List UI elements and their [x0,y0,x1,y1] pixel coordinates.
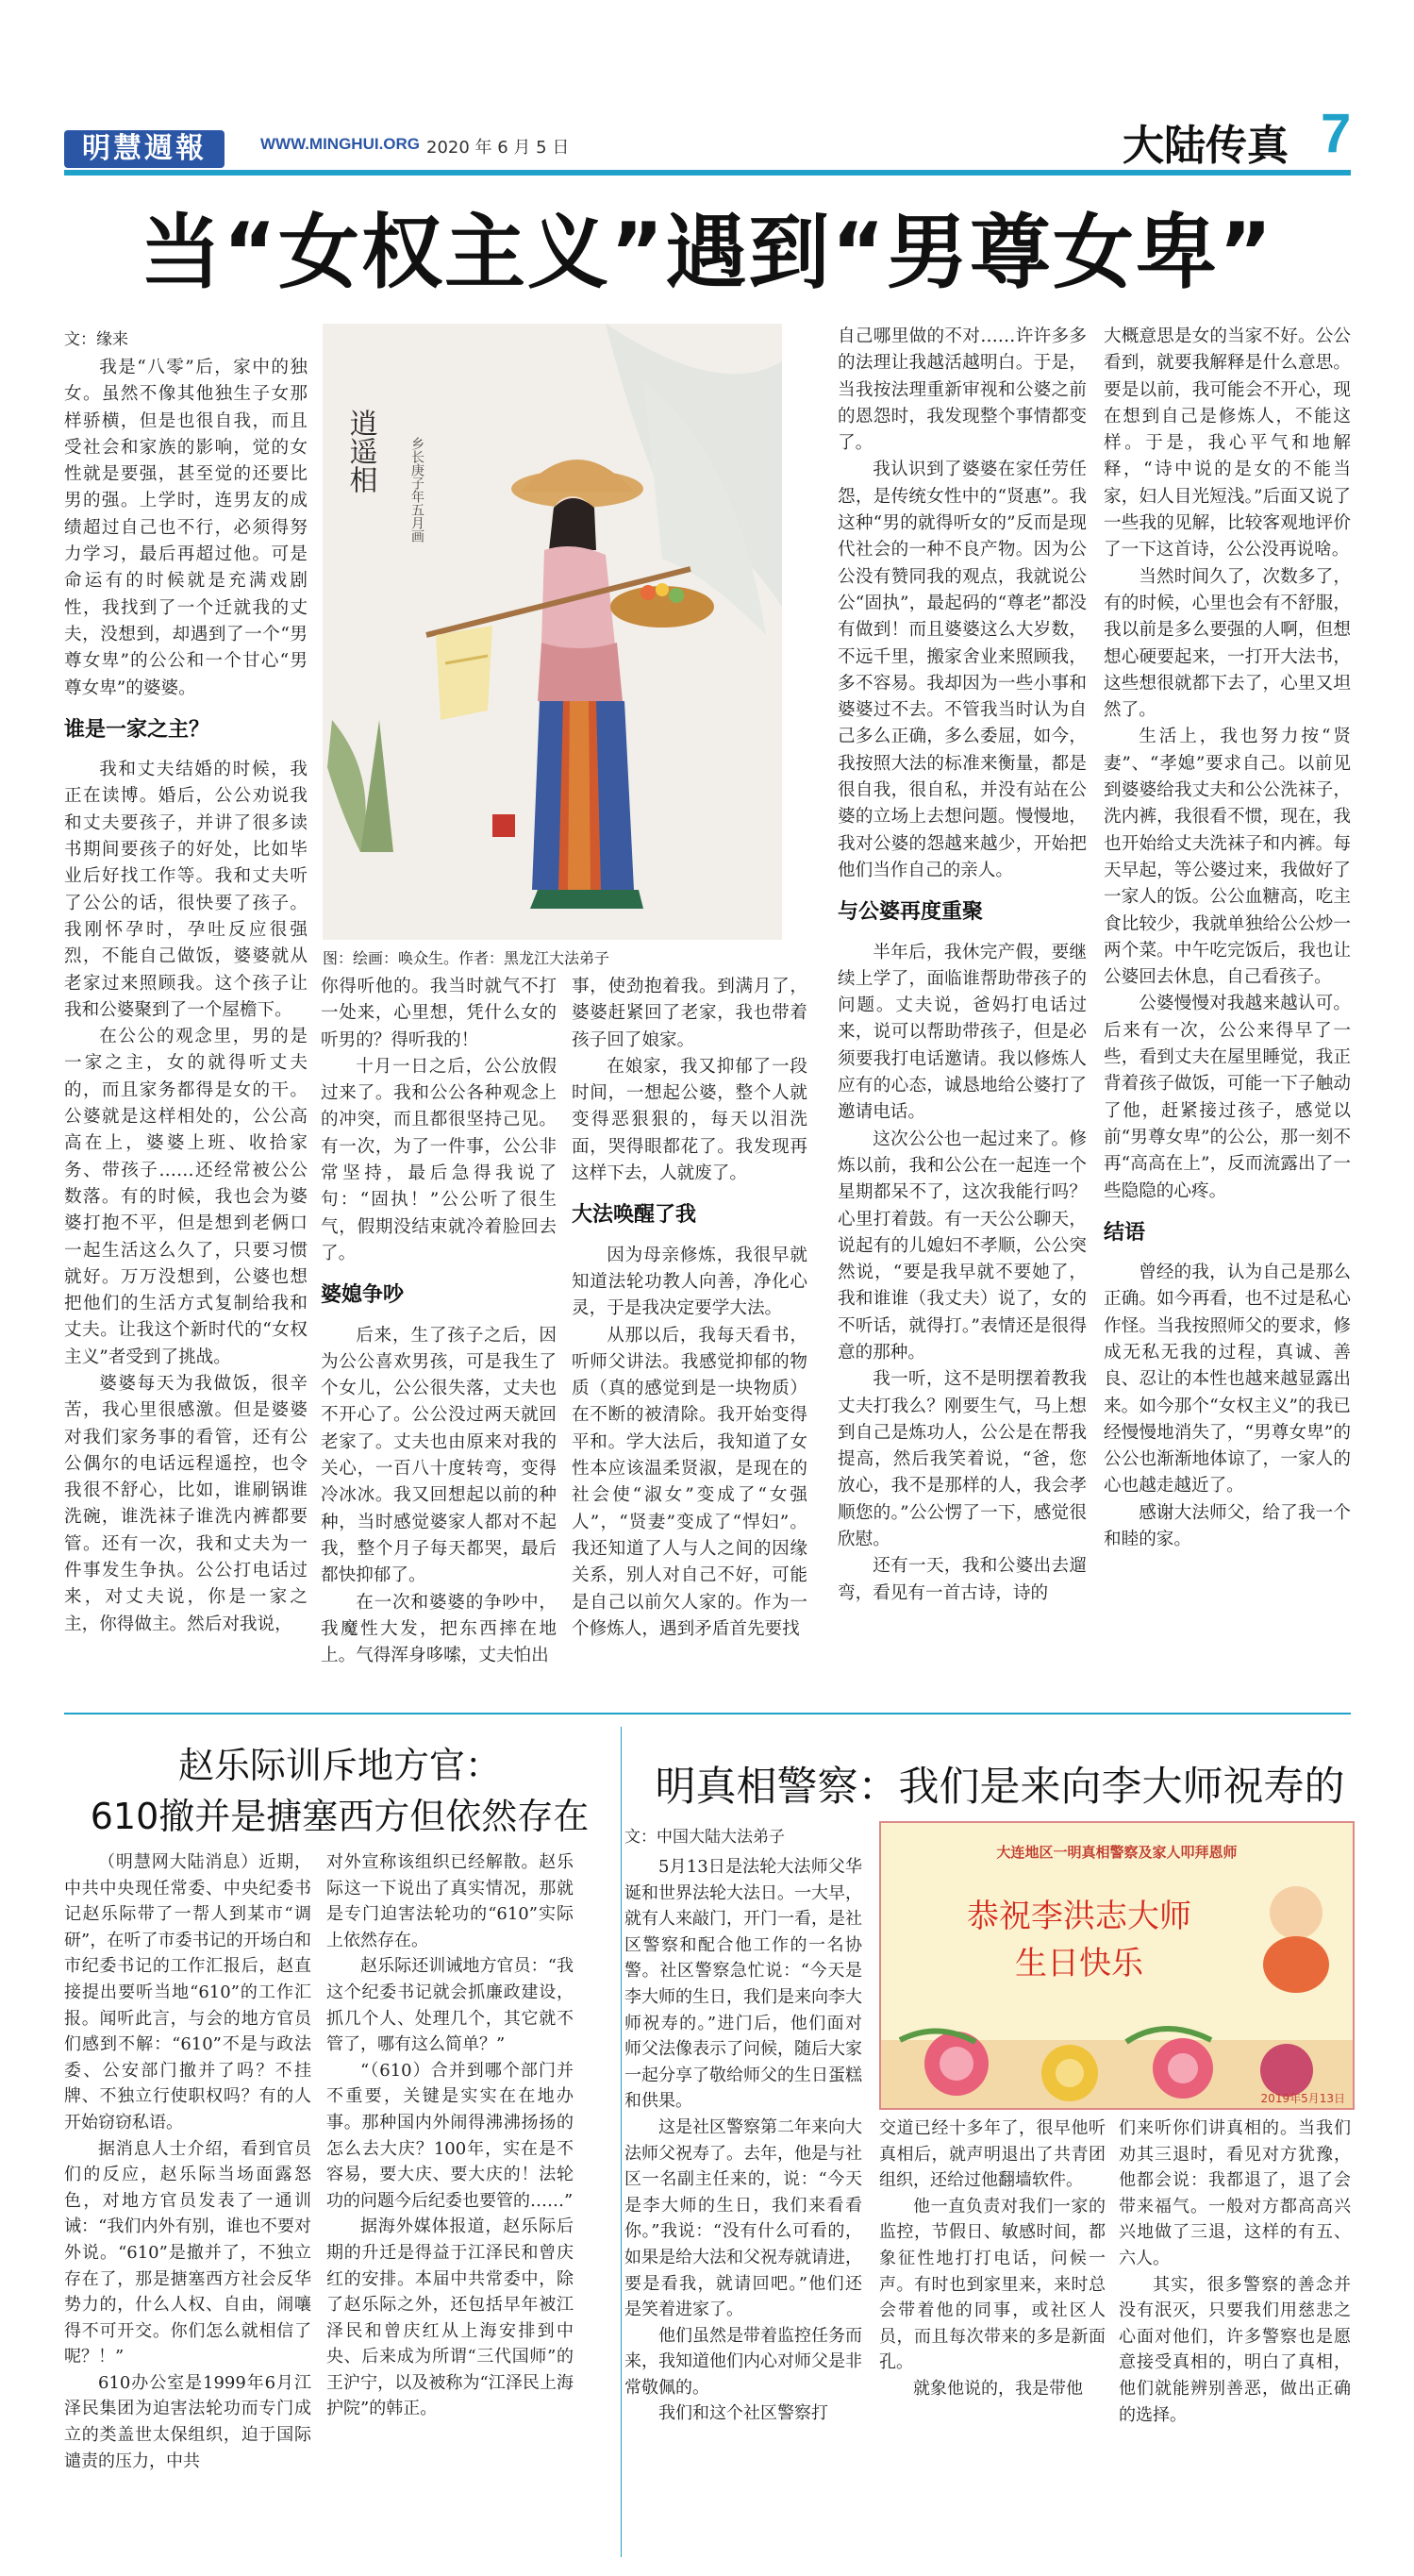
paragraph: 据消息人士介绍，看到官员们的反应，赵乐际当场面露怒色，对地方官员发表了一通训诫：“我们内外有别，谁也不要对外说。“610”是撤并了，不独立存在了，那是搪塞西方社会反华势力的，什么人权、自由，闹嚷得不可开交。你们怎么就相信了呢？！” [64,2138,311,2367]
paragraph: 据海外媒体报道，赵乐际后期的升迁是得益于江泽民和曾庆红的安排。本届中共常委中，除了赵乐际之外，还包括早年被江泽民和曾庆红从上海安排到中央、后来成为所谓“三代国师”的王沪宁，以及被称为“江泽民上海护院”的韩正。 [326,2216,574,2419]
paragraph: 我是“八零”后，家中的独女。虽然不像其他独生子女那样骄横，但是也很自我，而且受社会和家族的影响，觉的女性就是要强，甚至觉的还要比男的强。上学时，连男友的成绩超过自己也不行，必须得努力学习，最后再超过他。可是命运有的时候就是充满戏剧性，我找到了一个迁就我的丈夫，没想到，却遇到了一个“男尊女卑”的公公和一个甘心“男尊女卑”的婆婆。 [64,358,308,698]
subheading: 大法唤醒了我 [572,1203,697,1228]
paragraph: 我认识到了婆婆在家任劳任怨，是传统女性中的“贤惠”。我这种“男的就得听女的”反而是现代社会的一种不良产物。因为公公没有赞同我的观点，我就说公公“固执”，最起码的“尊老”都没有做到！而且婆婆这么大岁数，不远千里，搬家舍业来照顾我，多不容易。我却因为一些小事和婆婆过不去。不管我当时认为自己多么正确，多么委屈，如今，我按照大法的标准来衡量，都是很自我，很自私，并没有站在公婆的立场上去想问题。慢慢地，我对公婆的怨越来越少，开始把他们当作自己的亲人。 [838,460,1087,880]
paragraph: 在公公的观念里，男的是一家之主，女的就得听丈夫的，而且家务都得是女的干。公婆就是这样相处的，公公高高在上，婆婆上班、收拾家务、带孩子……还经常被公公数落。有的时候，我也会为婆婆打抱不平，但是想到老俩口一起生活这么久了，只要习惯就好。万万没想到，公婆也想把他们的生活方式复制给我和丈夫。让我这个新时代的“女权主义”者受到了挑战。 [64,1027,308,1367]
paragraph: （明慧网大陆消息）近期，中共中央现任常委、中央纪委书记赵乐际带了一帮人到某市“调研”，在听了市委书记的开场白和市纪委书记的工作汇报后，赵直接提出要听当地“610”的工作汇报。闻听此言，与会的地方官员们感到不解：“610”不是与政法委、公安部门撤并了吗？不挂牌、不独立行使职权吗？有的人开始窃窃私语。 [64,1852,311,2133]
birthday-poster [879,1821,1355,2110]
paragraph: 5月13日是法轮大法师父华诞和世界法轮大法日。一大早，就有人来敲门，开门一看，是社区警察和配合他工作的一名协警。社区警察急忙说：“今天是李大师的生日，我们是来向李大师祝寿的。”进门后，他们面对师父法像表示了问候，随后大家一起分享了敬给师父的生日蛋糕和供果。 [624,1857,862,2112]
paragraph: 对外宣称该组织已经解散。赵乐际这一下说出了真实情况，那就是专门迫害法轮功的“610”实际上依然存在。 [326,1852,574,1950]
poster-line2: 生日快乐 [1015,1945,1143,1982]
article3-column-1 [624,1854,862,2427]
article2-column-1 [64,1849,311,2474]
newspaper-logo: 明慧週報 [64,130,225,168]
main-article-title: 当“女权主义”遇到“男尊女卑” [140,206,1274,300]
paragraph: 大概意思是女的当家不好。公公看到，就要我解释是什么意思。要是以前，我可能会不开心，现在想到自己是修炼人，不能这样。于是，我心平气和地解释，“诗中说的是女的不能当家，妇人目光短浅。”后面又说了一些我的见解，比较客观地评价了一下这首诗，公公没再说啥。 [1104,326,1351,560]
subheading: 与公婆再度重聚 [838,900,984,925]
article3-title: 明真相警察：我们是来向李大师祝寿的 [655,1764,1345,1811]
paragraph: 我们和这个社区警察打 [658,2403,828,2424]
paragraph: 婆婆每天为我做饭，很辛苦，我心里很感激。但是婆婆对我们家务事的看管，还有公公偶尔的电话远程遥控，也令我很不舒心，比如，谁刷锅谁洗碗，谁洗袜子谁洗内裤都要管。还有一次，我和丈夫为一件事发生争执。公公打电话过来，对丈夫说，你是一家之主，你得做主。然后对我说， [64,1373,308,1634]
paragraph: 交道已经十多年了，很早他听真相后，就声明退出了共青团组织，还给过他翻墙软件。 [879,2118,1106,2191]
paragraph: 这次公公也一起过来了。修炼以前，我和公公在一起连一个星期都呆不了，这次我能行吗？心里打着鼓。有一天公公聊天，说起有的儿媳妇不孝顺，公公突然说，“要是我早就不要她了，我和谁谁（我丈夫）说了，女的不听话，就得打。”表情还是很得意的那种。 [838,1129,1087,1363]
paragraph: 们来听你们讲真相的。当我们劝其三退时，看见对方犹豫，他都会说：我都退了，退了会带来福气。一般对方都高高兴兴地做了三退，这样的有五、六人。 [1119,2118,1351,2268]
main-column-1 [64,355,308,1638]
main-byline: 文：缘来 [64,330,128,349]
paragraph: 我和丈夫结婚的时候，我正在读博。婚后，公公劝说我和丈夫要孩子，并讲了很多读书期间要孩子的好处，比如毕业后好找工作等。我和丈夫听了公公的话，很快要了孩子。我刚怀孕时，孕吐反应很强烈，不能自己做饭，婆婆就从老家过来照顾我。这个孩子让我和公婆聚到了一个屋檐下。 [64,760,308,1020]
paragraph: 自己哪里做的不对……许许多多的法理让我越活越明白。于是，当我按法理重新审视和公婆之前的恩怨时，我发现整个事情都变了。 [838,326,1087,454]
column-divider [621,1727,622,2557]
poster-line1: 恭祝李洪志大师 [967,1898,1191,1935]
section-title: 大陆传真 [1123,122,1289,170]
main-column-5 [1104,324,1351,1553]
subheading: 结语 [1104,1220,1146,1245]
section-divider [64,1713,1351,1715]
paragraph: 就象他说的，我是带他 [913,2378,1083,2399]
paragraph: 赵乐际还训诫地方官员：“我这个纪委书记就会抓廉政建设，抓几个人、处理几个，其它就不管了，哪有这么简单？” [326,1956,574,2055]
paragraph: 从那以后，我每天看书，听师父讲法。我感觉抑郁的物质（真的感觉到是一块物质）在不断的被清除。我开始变得平和。学大法后，我知道了女性本应该温柔贤淑，是现在的社会使“淑女”变成了“女强人”，“贤妻”变成了“悍妇”。我还知道了人与人之间的因缘关系，别人对自己不好，可能是自己以前欠人家的。作为一个修炼人，遇到矛盾首先要找 [572,1325,807,1639]
paragraph: 后来，生了孩子之后，因为公公喜欢男孩，可是我生了个女儿，公公很失落，丈夫也不开心了。公公没过两天就回老家了。丈夫也由原来对我的关心，一百八十度转弯，变得冷冰冰。我又回想起以前的种种，当时感觉婆家人都对不起我，整个月子每天都哭，最后都快抑郁了。 [321,1325,557,1586]
paragraph: 在娘家，我又抑郁了一段时间，一想起公婆，整个人就变得恶狠狠的，每天以泪洗面，哭得眼都花了。我发现再这样下去，人就废了。 [572,1056,807,1184]
paragraph: 生活上，我也努力按“贤妻”、“孝媳”要求自己。以前见到婆婆给我丈夫和公公洗袜子，洗内裤，我很看不惯，现在，我也开始给丈夫洗袜子和内裤。每天早起，等公婆过来，我做好了一家人的饭。公公血糖高，吃主食比较少，我就单独给公公炒一两个菜。中午吃完饭后，我也让公婆回去休息，自己看孩子。 [1104,727,1351,988]
paragraph: 你得听他的。我当时就气不打一处来，心里想，凭什么女的听男的？得听我的！ [321,977,557,1050]
article2-title-line1: 赵乐际训斥地方官： [177,1745,501,1786]
painting-caption: 图：绘画：唤众生。作者：黑龙江大法弟子 [323,949,610,967]
paragraph: 其实，很多警察的善念并没有泯灭，只要我们用慈悲之心面对他们，许多警察也是愿意接受真相的，明白了真相，他们就能辨别善恶，做出正确的选择。 [1119,2274,1351,2425]
main-column-3 [572,974,807,1643]
article3-byline: 文：中国大陆大法弟子 [624,1828,785,1847]
paragraph: 我一听，这不是明摆着教我丈夫打我么？刚要生气，马上想到自己是炼功人，公公是在帮我提高，然后我笑着说，“爸，您放心，我不是那样的人，我会孝顺您的。”公公愣了一下，感觉很欣慰。 [838,1369,1087,1550]
paragraph: 半年后，我休完产假，要继续上学了，面临谁帮助带孩子的问题。丈夫说，爸妈打电话过来，说可以帮助带孩子，但是必须要我打电话邀请。我以修炼人应有的心态，诚恳地给公婆打了邀请电话。 [838,942,1087,1123]
paragraph: 感谢大法师父，给了我一个和睦的家。 [1104,1502,1351,1550]
poster-svg [881,1823,1353,2108]
website-url[interactable]: WWW.MINGHUI.ORG [260,135,421,153]
header-rule [64,170,1351,176]
paragraph: 他一直负责对我们一家的监控，节假日、敏感时间，都象征性地打打电话，问候一声。有时也到家里来，来时总会带着他的同事，或社区人员，而且每次带来的多是新面孔。 [879,2196,1106,2373]
paragraph: 十月一日之后，公公放假过来了。我和公公各种观念上的冲突，而且都很坚持己见。有一次，为了一件事，公公非常坚持，最后急得我说了句：“固执！”公公听了很生气，假期没结束就冷着脸回去了。 [321,1056,557,1263]
main-column-2 [321,974,557,1669]
painting-svg [323,324,782,940]
subheading: 婆媳争吵 [321,1283,405,1308]
paragraph: 还有一天，我和公婆出去遛弯，看见有一首古诗，诗的 [838,1556,1087,1603]
main-column-4 [838,324,1087,1607]
article3-column-3 [1119,2116,1351,2428]
subheading: 谁是一家之主？ [64,717,210,742]
article2-title-line2: 610撤并是搪塞西方但依然存在 [90,1796,590,1837]
paragraph: 这是社区警察第二年来向大法师父祝寿了。去年，他是与社区一名副主任来的，说：“今天是李大师的生日，我们来看看你。”我说：“没有什么可看的，如果是给大法和父祝寿就请进，要是看我，就请回吧。”他们还是笑着进家了。 [624,2116,862,2320]
poster-date: 2019年5月13日 [1260,2092,1345,2105]
illustration-painting [323,324,782,940]
paragraph: 曾经的我，认为自己是那么正确。如今再看，也不过是私心作怪。当我按照师父的要求，修成无私无我的过程，真诚、善良、忍让的本性也越来越显露出来。如今那个“女权主义”的我已经慢慢地消失了，“男尊女卑”的公公也渐渐地体谅了，一家人的心也越走越近了。 [1104,1263,1351,1497]
paragraph: 事，使劲抱着我。到满月了，婆婆赶紧回了老家，我也带着孩子回了娘家。 [572,977,807,1050]
page-number: 7 [1321,103,1352,164]
paragraph: 他们虽然是带着监控任务而来，我知道他们内心对师父是非常敬佩的。 [624,2325,862,2398]
paragraph: “（610）合并到哪个部门并不重要，关键是实实在在地办事。那种国内外闹得沸沸扬扬的怎么去大庆？100年，实在是不容易，要大庆、要大庆的！法轮功的问题今后纪委也要管的……” [326,2060,574,2211]
paragraph: 在一次和婆婆的争吵中，我魔性大发，把东西摔在地上。气得浑身哆嗦，丈夫怕出 [321,1592,557,1666]
paragraph: 公婆慢慢对我越来越认可。后来有一次，公公来得早了一些，看到丈夫在屋里睡觉，我正背着孩子做饭，可能一下子触动了他，赶紧接过孩子，感觉以前“男尊女卑”的公公，那一刻不再“高高在上”，反而流露出了一些隐隐的心疼。 [1104,994,1351,1201]
paragraph: 610办公室是1999年6月江泽民集团为迫害法轮功而专门成立的类盖世太保组织，迫于国际谴责的压力，中共 [64,2372,311,2471]
paragraph: 当然时间久了，次数多了，有的时候，心里也会有不舒服，我以前是多么要强的人啊，但想想心硬要起来，一打开大法书，这些想很就都下去了，心里又坦然了。 [1104,566,1351,721]
painting-title-inscription: 逍遥相 [343,409,377,493]
poster-header: 大连地区一明真相警察及家人叩拜恩师 [996,1844,1238,1861]
article3-column-2 [879,2116,1106,2402]
paragraph: 因为母亲修炼，我很早就知道法轮功教人向善，净化心灵，于是我决定要学大法。 [572,1245,807,1319]
issue-date: 2020 年 6 月 5 日 [426,138,570,158]
article2-column-2 [326,1849,574,2422]
painting-side-inscription: 乡长庚子年五月画 [409,437,424,543]
